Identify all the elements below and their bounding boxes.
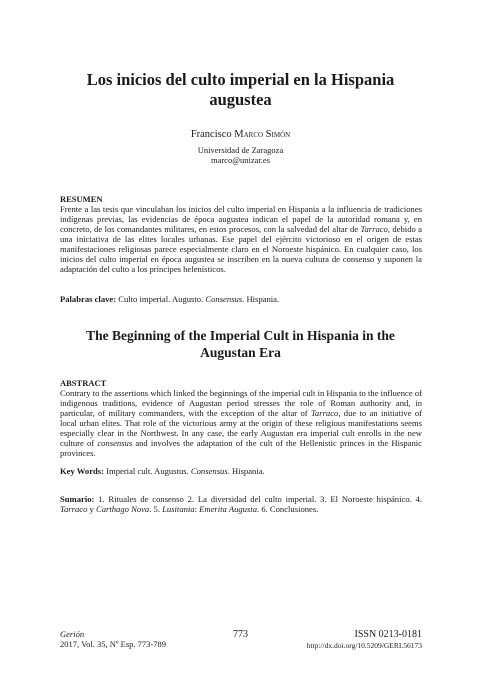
issn: ISSN 0213-0181 [354, 629, 422, 640]
page-number: 773 [233, 629, 248, 640]
author-email: marco@unizar.es [210, 155, 271, 165]
abstract-text: Contrary to the assertions which linked the beginnings of the imperial cult in Hispania to the influence of indigenous traditions, evidence of Augustan period stresses the role of Roman authority and, in particular, of military commanders, with the exception of the altar of Tarraco, due to an initiative of local urban elites. That role of the victorious army at the origin of these religious manifestations seems especially clear in the Northwest. In any case, the early Augustan era imperial cult enrolls in the new culture of consensus and involves the adaptation of the cult of the Hellenistic princes in the Hispanic provinces. [60, 388, 422, 458]
journal-volume: 2017, Vol. 35, Nº Esp. 773-789 [60, 639, 166, 649]
english-title: The Beginning of the Imperial Cult in Hispania in the Augustan Era [86, 328, 395, 360]
affiliation-name: Universidad de Zaragoza [197, 145, 284, 155]
palabras-clave: Palabras clave: Culto imperial. Augusto. Consensus. Hispania. [60, 294, 280, 304]
article-title: Los inicios del culto imperial en la Hispania augustea [86, 70, 395, 109]
journal-name: Gerión [60, 629, 85, 639]
doi-link[interactable]: http://dx.doi.org/10.5209/GERI.56173 [306, 641, 422, 650]
abstract-heading: ABSTRACT [60, 378, 107, 388]
author-last-name: Marco Simón [234, 129, 291, 140]
footer-identifiers [307, 629, 422, 651]
key-words: Key Words: Imperial cult. Augustus. Consensus. Hispania. [60, 466, 265, 476]
resumen-heading: RESUMEN [60, 194, 103, 204]
author-affiliation [60, 145, 421, 165]
author-first-name: Francisco [190, 129, 232, 140]
author-name [60, 129, 421, 140]
resumen-text: Frente a las tesis que vinculaban los inicios del culto imperial en Hispania a la influencia de tradiciones indígenas previas, las evidencias de época augustea indican el papel de la autoridad romana y, en concreto, de los comandantes militares, en estos procesos, con la salvedad del altar de Tarraco, debido a una iniciativa de las elites locales urbanas. Ese papel del ejército victorioso en el origen de estas manifestaciones religiosas parece especialmente claro en el Noroeste hispánico. En cualquier caso, los inicios del culto imperial en época augustea se inscriben en la nueva cultura de consenso y suponen la adaptación del culto a los príncipes helenísticos. [60, 204, 422, 274]
sumario: Sumario: 1. Rituales de consenso 2. La diversidad del culto imperial. 3. El Noroeste hispánico. 4. Tarraco y Carthago Nova. 5. Lusitania: Emerita Augusta. 6. Conclusiones. [60, 494, 422, 514]
